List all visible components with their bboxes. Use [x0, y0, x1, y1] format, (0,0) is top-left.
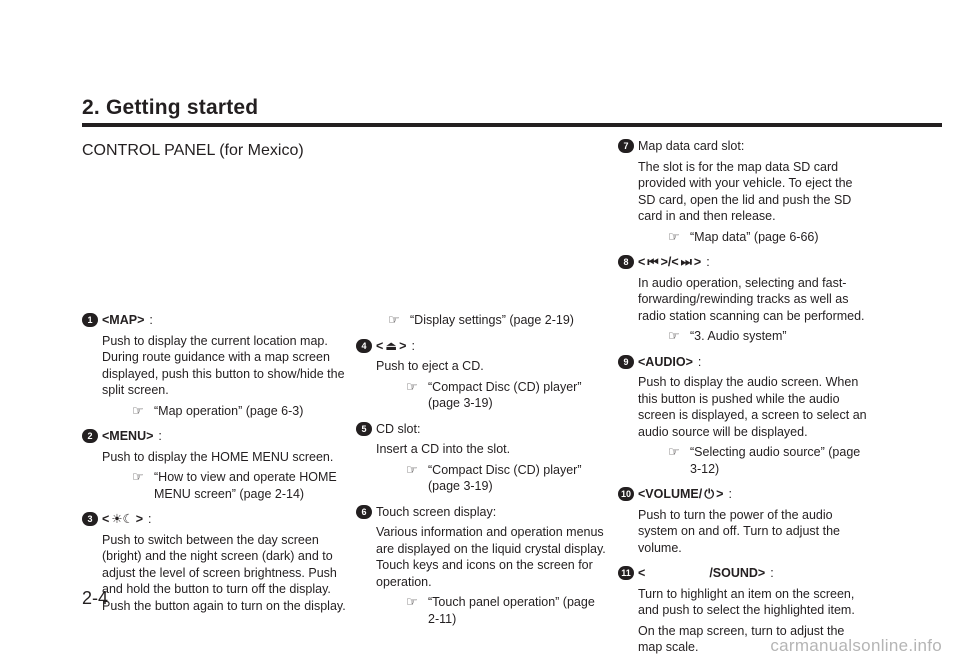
cross-reference[interactable]: ☞ “Map data” (page 6-66): [668, 228, 819, 244]
item-description: Push to switch between the day screen (bright) and the night screen (dark) and to adjust the level of screen brightness. Push and hold the button to turn off the display. Push the button again to turn on the display.: [102, 532, 346, 613]
item-description: On the map screen, turn to adjust the map scale.: [638, 623, 845, 654]
item-label: Touch screen display:: [376, 504, 497, 519]
item-description: Turn to highlight an item on the screen, and push to select the highlighted item.: [638, 586, 855, 617]
power-icon: ⏻: [704, 487, 715, 501]
circled-number-icon: 3: [82, 512, 98, 526]
item-label: <MAP>: [102, 313, 145, 327]
circled-number-icon: 5: [356, 422, 372, 436]
item-map-data-slot: [618, 138, 870, 245]
item-map-button: 1 <MAP> : Push to display the current location map. During route guidance with a map screen displayed, push this button to show/hide the split screen. ☞ “Map operation” (page 6-3): [82, 312, 356, 419]
item-description: Various information and operation menus are displayed on the liquid crystal display. Touch keys and icons on the screen for operation.: [376, 525, 606, 589]
circled-number-icon: 4: [356, 339, 372, 353]
cross-reference[interactable]: ☞ “How to view and operate HOME MENU screen” (page 2-14): [132, 469, 337, 501]
item-label: < /SOUND>: [638, 566, 766, 580]
skip-back-icon: ⏮: [647, 255, 659, 269]
item-cd-slot: [356, 421, 608, 495]
pointing-hand-icon: ☞: [668, 328, 680, 343]
pointing-hand-icon: ☞: [406, 461, 418, 477]
item-day-night-button: 3 < ☀☾ > : Push to switch between the day screen (bright) and the night screen (dark) and to adjust the level of screen brightness. Push and hold the button to turn off the display. Push the button again to turn on the display.: [82, 511, 356, 614]
pointing-hand-icon: ☞: [668, 228, 680, 244]
item-description: Push to display the current location map. During route guidance with a map screen displayed, push this button to show/hide the split screen.: [102, 333, 345, 397]
item-description: Push to display the HOME MENU screen.: [102, 449, 334, 464]
item-label: CD slot:: [376, 421, 421, 436]
item-audio-button: 9 <AUDIO> : Push to display the audio screen. When this button is pushed while the audio screen is displayed, a screen to select an audio source will be displayed. ☞ “Selecting audio source” (page 3-12): [618, 354, 870, 478]
watermark: carmanualsonline.info: [770, 636, 942, 655]
item-label: < ⏮ >/< ⏭ >: [638, 255, 702, 269]
circled-number-icon: 10: [618, 487, 634, 501]
cross-reference[interactable]: ☞ “Compact Disc (CD) player” (page 3-19): [406, 461, 582, 493]
cross-reference[interactable]: ☞ “Selecting audio source” (page 3-12): [668, 444, 861, 476]
circled-number-icon: 11: [618, 566, 634, 580]
cross-reference[interactable]: ☞ “3. Audio system”: [668, 328, 787, 343]
circled-number-icon: 2: [82, 429, 98, 443]
cross-reference[interactable]: ☞ “Map operation” (page 6-3): [132, 402, 304, 418]
circled-number-icon: 7: [618, 139, 634, 153]
circled-number-icon: 6: [356, 505, 372, 519]
item-description: The slot is for the map data SD card provided with your vehicle. To eject the SD card, open the lid and push the SD card in and then release.: [638, 159, 853, 223]
pointing-hand-icon: ☞: [406, 378, 418, 394]
cross-reference[interactable]: ☞ “Compact Disc (CD) player” (page 3-19): [406, 378, 582, 410]
day-night-icon: ☀☾: [111, 512, 134, 526]
item-menu-button: 2 <MENU> : Push to display the HOME MENU screen. ☞ “How to view and operate HOME MENU screen” (page 2-14): [82, 428, 356, 502]
cross-reference[interactable]: ☞ “Display settings” (page 2-19): [388, 312, 574, 327]
item-volume-knob: 10 <VOLUME/ ⏻ > : Push to turn the power of the audio system on and off. Turn to adjust the volume.: [618, 486, 870, 556]
cross-reference[interactable]: ☞ “Touch panel operation” (page 2-11): [406, 594, 595, 626]
item-label: <VOLUME/ ⏻ >: [638, 487, 724, 501]
pointing-hand-icon: ☞: [668, 444, 680, 459]
chapter-title: 2. Getting started: [82, 96, 259, 119]
item-continued-reference: [356, 312, 608, 329]
item-touch-screen: [356, 504, 608, 628]
skip-forward-icon: ⏭: [680, 255, 692, 269]
pointing-hand-icon: ☞: [132, 469, 144, 484]
item-label: Map data card slot:: [638, 139, 745, 153]
item-description: Push to turn the power of the audio system on and off. Turn to adjust the volume.: [638, 507, 840, 555]
item-label: < ⏏ >: [376, 338, 407, 353]
page-number: 2-4: [82, 588, 109, 608]
item-description: Push to display the audio screen. When this button is pushed while the audio screen is displayed, a screen to select an audio source will be displayed.: [638, 375, 867, 439]
pointing-hand-icon: ☞: [388, 312, 400, 327]
column-middle: [356, 312, 608, 636]
pointing-hand-icon: ☞: [406, 594, 418, 609]
item-description: Insert a CD into the slot.: [376, 442, 511, 456]
circled-number-icon: 1: [82, 313, 98, 327]
item-label: <MENU>: [102, 429, 154, 443]
section-title: CONTROL PANEL (for Mexico): [82, 142, 304, 159]
chapter-rule: [82, 123, 942, 127]
item-eject-button: 4 < ⏏ > : Push to eject a CD. ☞ “Compact Disc (CD) player” (page 3-19): [356, 338, 608, 412]
item-label: <AUDIO>: [638, 354, 693, 369]
item-track-buttons: 8 < ⏮ >/< ⏭ > : In audio operation, selecting and fast-forwarding/rewinding tracks as well as radio station scanning can be performed. ☞ “3. Audio system”: [618, 254, 870, 345]
item-label: < ☀☾ >: [102, 512, 144, 526]
circled-number-icon: 9: [618, 355, 634, 369]
item-sound-knob: 11 < /SOUND> : Turn to highlight an item on the screen, and push to select the highlighted item. On the map screen, turn to adjust the map scale.: [618, 565, 870, 656]
eject-icon: ⏏: [385, 338, 398, 353]
column-right: [618, 138, 870, 665]
item-description: In audio operation, selecting and fast-forwarding/rewinding tracks as well as radio station scanning can be performed.: [638, 275, 865, 323]
item-description: Push to eject a CD.: [376, 359, 484, 373]
circled-number-icon: 8: [618, 255, 634, 269]
column-left: [82, 312, 356, 623]
pointing-hand-icon: ☞: [132, 402, 144, 418]
